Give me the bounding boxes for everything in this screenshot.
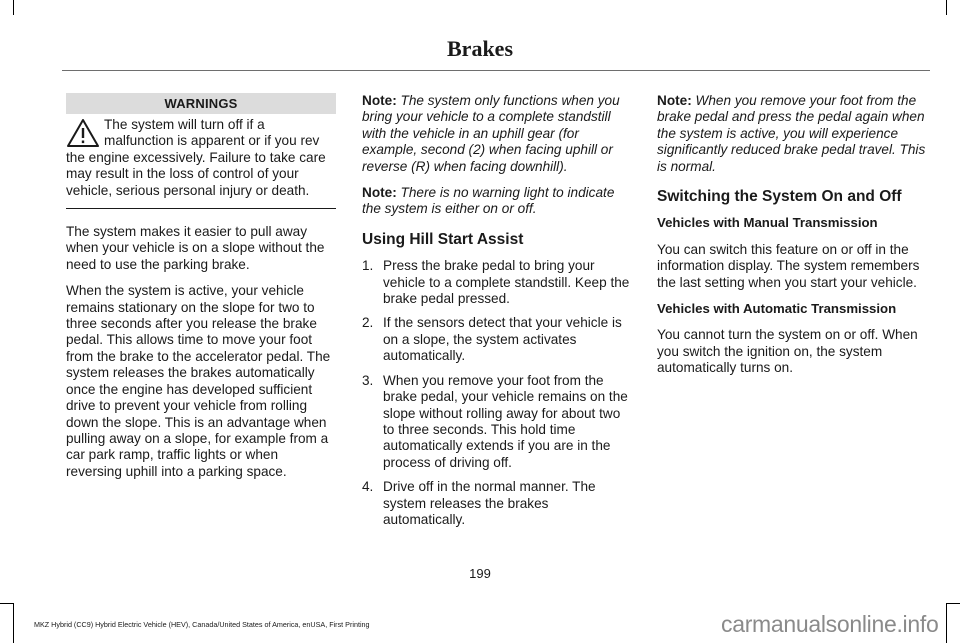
note (362, 185, 632, 218)
header-rule (62, 70, 930, 71)
watermark: carmanualsonline.info (721, 611, 939, 637)
list-item (362, 315, 632, 364)
step-number: 4. (362, 479, 374, 495)
crop-mark-bottom-right (946, 603, 947, 643)
crop-mark-bottom-right-h (947, 603, 960, 604)
list-item (362, 258, 632, 307)
column-1 (66, 93, 336, 490)
list-item (362, 373, 632, 471)
note-text: When you remove your foot from the brake pedal and press the pedal again when the system is active, you will experience significantly reduced brake pedal travel. This is normal. (657, 93, 926, 174)
note-text: There is no warning light to indicate the system is either on or off. (362, 185, 615, 217)
step-number: 3. (362, 372, 374, 388)
list-item (362, 479, 632, 528)
step-text: If the sensors detect that your vehicle is on a slope, the system activates automatically. (383, 315, 622, 364)
warnings-box (66, 117, 336, 199)
section-heading: Using Hill Start Assist (362, 230, 524, 248)
step-text: Drive off in the normal manner. The system releases the brakes automatically. (383, 479, 596, 527)
column-3 (657, 93, 929, 387)
footer-text: MKZ Hybrid (CC9) Hybrid Electric Vehicle (HEV), Canada/United States of America, enUSA, First Printing (34, 620, 370, 629)
note (657, 93, 929, 175)
crop-mark-top-right (946, 0, 947, 15)
page-number: 199 (469, 566, 491, 581)
section-heading: Switching the System On and Off (657, 188, 902, 206)
crop-mark-top-left (13, 0, 14, 15)
page-title: Brakes (447, 36, 513, 61)
warning-triangle-icon (66, 118, 100, 148)
note-label: Note: (362, 185, 397, 201)
step-text: Press the brake pedal to bring your vehicle to a complete standstill. Keep the brake pedal pressed. (383, 258, 630, 307)
subsection-heading: Vehicles with Manual Transmission (657, 215, 878, 231)
note-label: Note: (362, 93, 397, 108)
step-number: 1. (362, 258, 374, 274)
warnings-heading: WARNINGS (66, 93, 336, 114)
step-number: 2. (362, 315, 374, 331)
paragraph: The system makes it easier to pull away when your vehicle is on a slope without the need to use the parking brake. (66, 224, 325, 272)
step-text: When you remove your foot from the brake pedal, your vehicle remains on the slope without rolling away for about two to three seconds. This hold time automatically extends if you are in the process of driving off. (383, 372, 628, 470)
note (362, 93, 632, 175)
steps-list (362, 258, 632, 528)
warnings-divider (66, 208, 336, 209)
note-label: Note: (657, 93, 692, 108)
paragraph: You can switch this feature on or off in the information display. The system remembers the last setting when you start your vehicle. (657, 241, 920, 290)
warnings-text: The system will turn off if a malfunction is apparent or if you rev the engine excessively. Failure to take care may result in the loss of control of your vehicle, serious personal injury or death. (66, 117, 326, 198)
column-2 (362, 93, 632, 536)
crop-mark-bottom-left (13, 603, 14, 643)
paragraph: When the system is active, your vehicle remains stationary on the slope for two to three seconds after you release the brake pedal. This allows time to move your foot from the brake to the accelerator pedal. The system releases the brakes automatically once the engine has developed sufficient drive to prevent your vehicle from rolling down the slope. This is an advantage when pulling away on a slope, for example from a car park ramp, traffic lights or when reversing uphill into a parking space. (66, 283, 331, 479)
subsection-heading: Vehicles with Automatic Transmission (657, 301, 897, 317)
crop-mark-bottom-left-h (0, 603, 13, 604)
note-text: The system only functions when you bring your vehicle to a complete standstill with the vehicle in an uphill gear (for example, second (2) when facing uphill or reverse (R) when facing downhill). (362, 93, 620, 174)
paragraph: You cannot turn the system on or off. When you switch the ignition on, the system automatically turns on. (657, 327, 918, 376)
